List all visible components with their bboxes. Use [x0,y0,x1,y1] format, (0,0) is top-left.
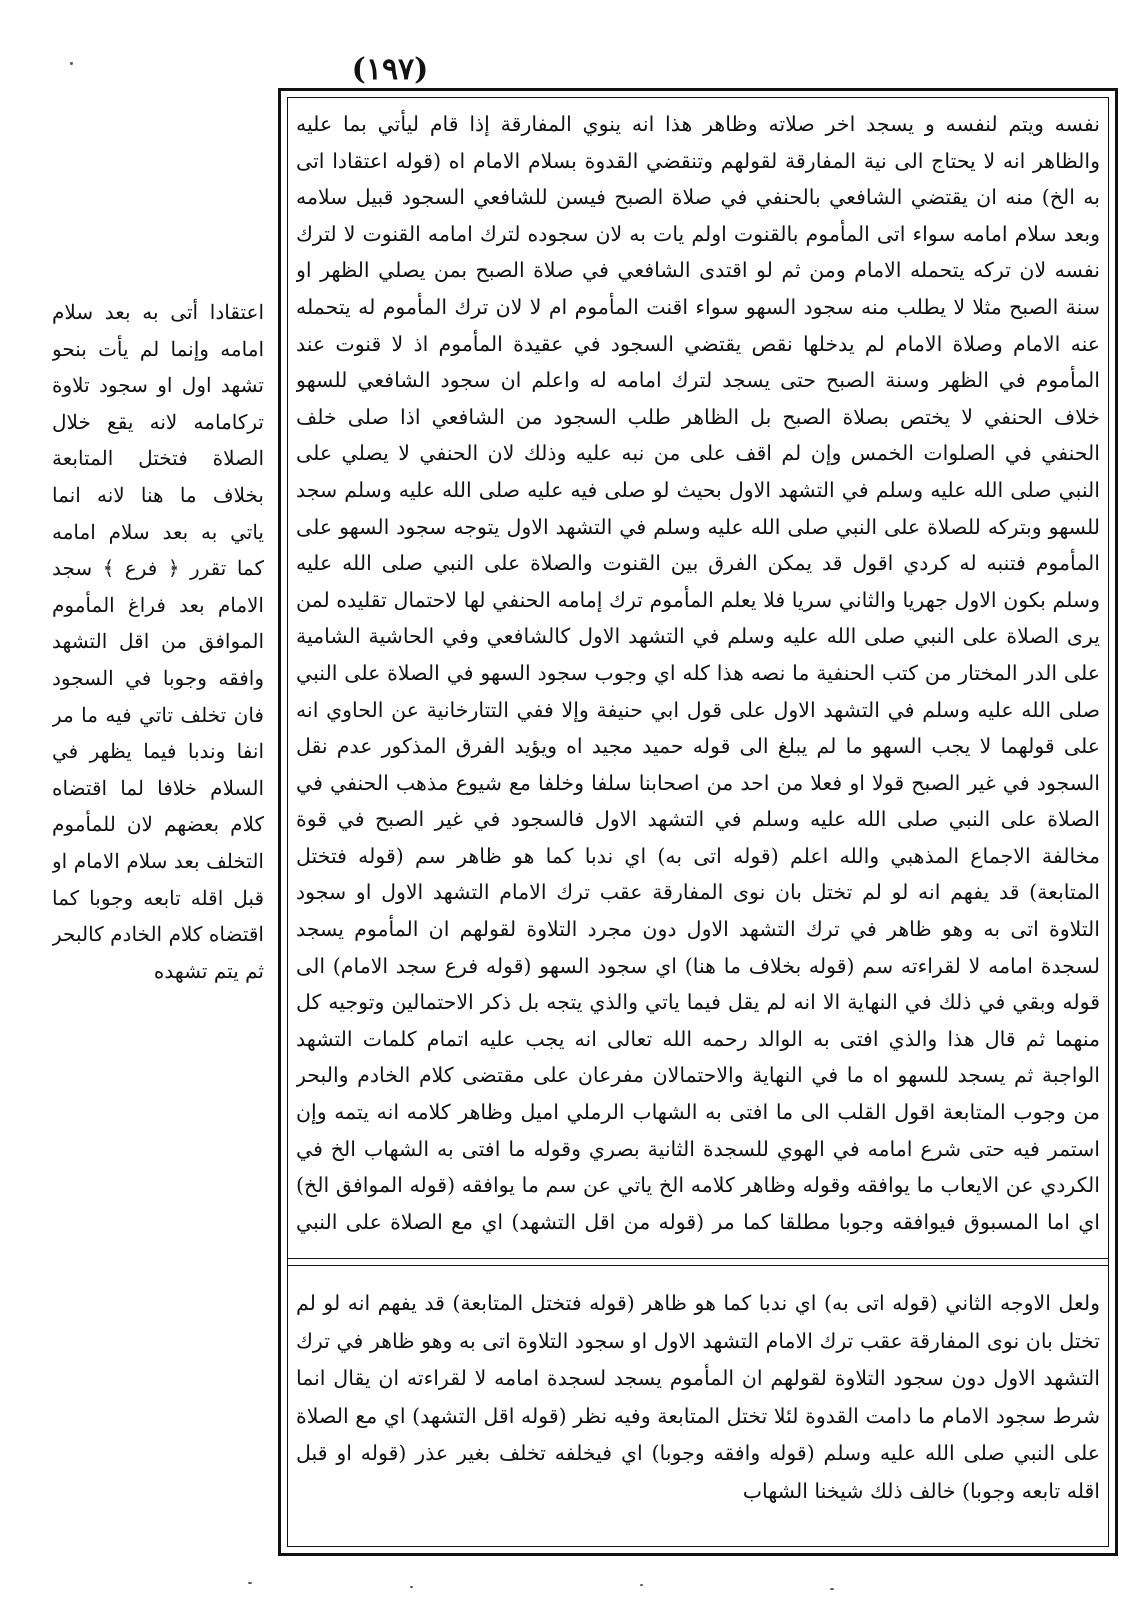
margin-matn-text: اعتقادا أتى به بعد سلام امامه وإنما لم يأت بنحو تشهد اول او سجود تلاوة تركامامه لانه يقع خلال الصلاة فتختل المتابعة بخلاف ما هنا لانه انما ياتي به بعد سلام امامه كما تقرر ﴿ فرع ﴾ سجد الامام بعد فراغ المأموم الموافق من اقل التشهد وافقه وجوبا في السجود فان تخلف تاتي فيه ما مر انفا وندبا فيما يظهر في السلام خلافا لما اقتضاه كلام بعضهم لان للمأموم التخلف بعد سلام الامام او قبل اقله تابعه وجوبا كما اقتضاه كلام الخادم كالبحر ثم يتم تشهده [52,300,264,983]
footnote-commentary-text: ولعل الاوجه الثاني (قوله اتى به) اي ندبا كما هو ظاهر (قوله فتختل المتابعة) قد يفهم انه لو لم تختل بان نوى المفارقة عقب ترك الامام التشهد الاول او سجود التلاوة اتى به وهو ظاهر في ترك التشهد الاول دون سجود التلاوة لقولهم ان المأموم يسجد لسجدة امامه لا لقراءته ان يقال انما شرط سجود الامام ما دامت القدوة لئلا تختل المتابعة وفيه نظر (قوله اقل التشهد) اي مع الصلاة على النبي صلى الله عليه وسلم (قوله وافقه وجوبا) اي فيخلفه تخلف بغير عذر (قوله او قبل اقله تابعه وجوبا) خالف ذلك شيخنا الشهاب [296,1291,1100,1503]
page-number: (١٩٧) [351,52,429,87]
scan-speck [248,1582,252,1584]
section-divider-top [288,1258,1108,1259]
scan-speck [70,62,73,65]
section-divider-bottom [288,1265,1108,1266]
scan-speck [410,1586,413,1588]
scan-speck [640,1584,643,1586]
main-commentary-text: نفسه ويتم لنفسه و يسجد اخر صلاته وظاهر هذا انه ينوي المفارقة إذا قام ليأتي بما عليه والظاهر انه لا يحتاج الى نية المفارقة لقولهم وتنقضي القدوة بسلام الامام اه (قوله اعتقادا اتى به الخ) منه ان يقتضي الشافعي بالحنفي في صلاة الصبح فيسن للشافعي السجود قبيل سلامه وبعد سلام امامه سواء اتى المأموم بالقنوت اولم يات به لان سجوده لترك امامه القنوت لا لترك نفسه لان تركه يتحمله الامام ومن ثم لو اقتدى الشافعي في صلاة الصبح بمن يصلي الظهر او سنة الصبح مثلا لا يطلب منه سجود السهو سواء اقنت المأموم ام لا لان ترك المأموم له يتحمله عنه الامام وصلاة الامام لم يدخلها نقص يقتضي السجود في عقيدة المأموم اذ لا قنوت عند المأموم في الظهر وسنة الصبح حتى يسجد لترك امامه له واعلم ان سجود الشافعي للسهو خلاف الحنفي لا يختص بصلاة الصبح بل الظاهر طلب السجود من الشافعي اذا صلى خلف الحنفي في الصلوات الخمس وإن لم اقف على من نبه عليه وذلك لان الحنفي لا يصلي على النبي صلى الله عليه وسلم في التشهد الاول بحيث لو صلى فيه عليه صلى الله عليه وسلم سجد للسهو وبتركه للصلاة على النبي صلى الله عليه وسلم في التشهد الاول يتوجه سجود السهو على المأموم فتنبه له كردي اقول قد يمكن الفرق بين القنوت والصلاة على النبي صلى الله عليه وسلم بكون الاول جهريا والثاني سريا فلا يعلم المأموم ترك إمامه الحنفي لها لاحتمال تقليده لمن يرى الصلاة على النبي صلى الله عليه وسلم في التشهد الاول كالشافعي وفي الحاشية الشامية على الدر المختار من كتب الحنفية ما نصه هذا كله اي وجوب سجود السهو في الصلاة على النبي صلى الله عليه وسلم في التشهد الاول على قول ابي حنيفة وإلا ففي التتارخانية عن الحاوي انه على قولهما لا يجب السهو ما لم يبلغ الى قوله حميد مجيد اه ويؤيد الفرق المذكور عدم نقل السجود في غير الصبح قولا او فعلا من احد من اصحابنا سلفا وخلفا مع شيوع مذهب الحنفي في الصلاة على النبي صلى الله عليه وسلم في التشهد الاول فالسجود في غير الصبح في قوة مخالفة الاجماع المذهبي والله اعلم (قوله اتى به) اي ندبا كما هو ظاهر سم (قوله فتختل المتابعة) قد يفهم انه لو لم تختل بان نوى المفارقة عقب ترك الامام التشهد الاول او سجود التلاوة اتى به وهو ظاهر في ترك التشهد الاول دون مجرد التلاوة لقولهم ان المأموم يسجد لسجدة امامه لا لقراءته سم (قوله بخلاف ما هنا) اي سجود السهو (قوله فرع سجد الامام) الى قوله وبقي في ذلك في النهاية الا انه لم يقل فيما ياتي والذي يتجه بل ذكر الاحتمالين وتوجيه كل منهما ثم قال هذا والذي افتى به الوالد رحمه الله تعالى انه يجب عليه اتمام كلمات التشهد الواجبة ثم يسجد للسهو اه ما في النهاية والاحتمالان مفرعان على مقتضى كلام الخادم والبحر من وجوب المتابعة اقول القلب الى ما افتى به الشهاب الرملي اميل وظاهر كلامه انه يتمه وإن استمر فيه حتى شرع امامه في الهوي للسجدة الثانية بصري وقوله ما افتى به الشهاب الخ في الكردي عن الايعاب ما يوافقه وقوله وظاهر كلامه الخ ياتي عن سم ما يوافقه (قوله الموافق الخ) اي اما المسبوق فيوافقه وجوبا مطلقا كما مر (قوله من اقل التشهد) اي مع الصلاة على النبي [296,112,1100,1234]
scan-speck [830,1588,834,1590]
